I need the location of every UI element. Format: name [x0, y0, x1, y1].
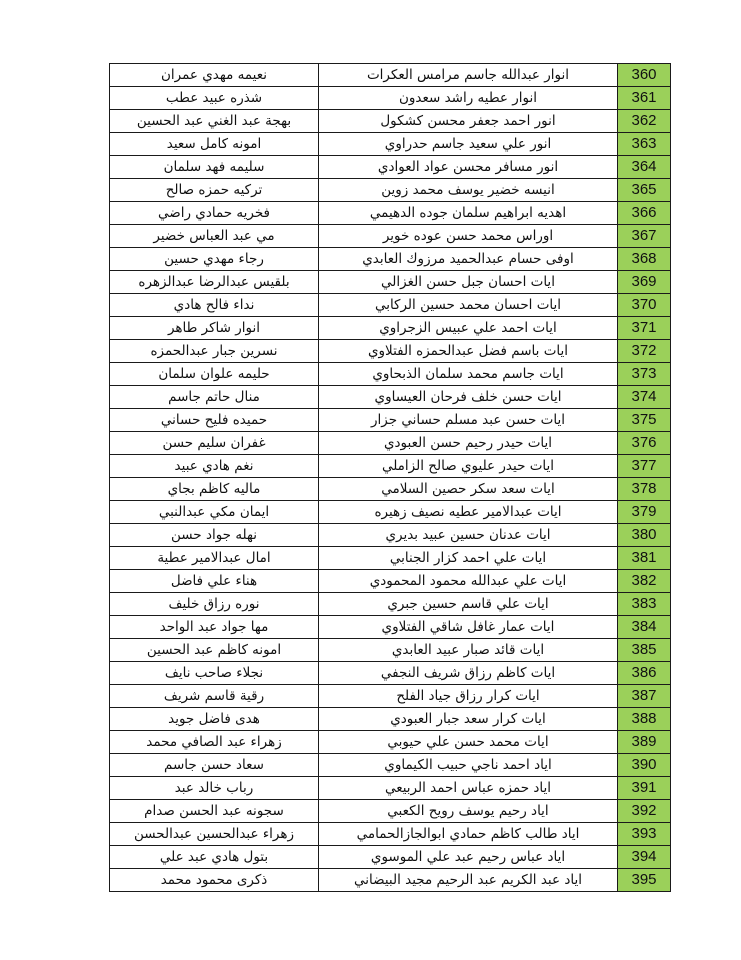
table-row [110, 800, 671, 823]
mother-name-cell: مي عبد العباس خضير [110, 225, 319, 248]
row-number-cell: 360 [618, 64, 671, 87]
row-number-cell: 386 [618, 662, 671, 685]
table-row [110, 846, 671, 869]
full-name-cell: اياد احمد ناجي حبيب الكيماوي [319, 754, 618, 777]
row-number-cell: 379 [618, 501, 671, 524]
names-table [109, 63, 671, 892]
full-name-cell: ايات علي عبدالله محمود المحمودي [319, 570, 618, 593]
table-row [110, 271, 671, 294]
row-number-cell: 392 [618, 800, 671, 823]
row-number-cell: 378 [618, 478, 671, 501]
table-row [110, 248, 671, 271]
names-table-body [110, 64, 671, 892]
table-row [110, 294, 671, 317]
mother-name-cell: سجونه عبد الحسن صدام [110, 800, 319, 823]
table-row [110, 225, 671, 248]
mother-name-cell: بتول هادي عبد علي [110, 846, 319, 869]
full-name-cell: ايات احسان محمد حسين الركابي [319, 294, 618, 317]
row-number-cell: 362 [618, 110, 671, 133]
row-number-cell: 391 [618, 777, 671, 800]
full-name-cell: ايات حسن خلف فرحان العيساوي [319, 386, 618, 409]
full-name-cell: انوار عطيه راشد سعدون [319, 87, 618, 110]
row-number-cell: 375 [618, 409, 671, 432]
row-number-cell: 366 [618, 202, 671, 225]
row-number-cell: 387 [618, 685, 671, 708]
row-number-cell: 361 [618, 87, 671, 110]
row-number-cell: 383 [618, 593, 671, 616]
table-row [110, 639, 671, 662]
full-name-cell: ايات قائد صبار عبيد العابدي [319, 639, 618, 662]
table-row [110, 547, 671, 570]
row-number-cell: 365 [618, 179, 671, 202]
full-name-cell: انوار عبدالله جاسم مرامس العكرات [319, 64, 618, 87]
row-number-cell: 385 [618, 639, 671, 662]
mother-name-cell: بلقيس عبدالرضا عبدالزهره [110, 271, 319, 294]
row-number-cell: 367 [618, 225, 671, 248]
mother-name-cell: نجلاء صاحب نايف [110, 662, 319, 685]
table-row [110, 685, 671, 708]
row-number-cell: 395 [618, 869, 671, 892]
mother-name-cell: بهجة عبد الغني عبد الحسين [110, 110, 319, 133]
mother-name-cell: امونه كامل سعيد [110, 133, 319, 156]
table-row [110, 593, 671, 616]
row-number-cell: 368 [618, 248, 671, 271]
row-number-cell: 394 [618, 846, 671, 869]
table-row [110, 202, 671, 225]
full-name-cell: ايات كرار رزاق جياد الفلح [319, 685, 618, 708]
mother-name-cell: ذكرى محمود محمد [110, 869, 319, 892]
full-name-cell: ايات حسن عبد مسلم حساني جزار [319, 409, 618, 432]
row-number-cell: 372 [618, 340, 671, 363]
full-name-cell: انور احمد جعفر محسن كشكول [319, 110, 618, 133]
table-row [110, 87, 671, 110]
row-number-cell: 364 [618, 156, 671, 179]
mother-name-cell: سعاد حسن جاسم [110, 754, 319, 777]
full-name-cell: اوراس محمد حسن عوده خوير [319, 225, 618, 248]
table-row [110, 570, 671, 593]
mother-name-cell: شذره عبيد عطب [110, 87, 319, 110]
mother-name-cell: امال عبدالامير عطية [110, 547, 319, 570]
mother-name-cell: سليمه فهد سلمان [110, 156, 319, 179]
mother-name-cell: مها جواد عبد الواحد [110, 616, 319, 639]
row-number-cell: 388 [618, 708, 671, 731]
table-row [110, 823, 671, 846]
table-row [110, 317, 671, 340]
mother-name-cell: رجاء مهدي حسين [110, 248, 319, 271]
row-number-cell: 373 [618, 363, 671, 386]
mother-name-cell: نغم هادي عبيد [110, 455, 319, 478]
full-name-cell: اياد عبد الكريم عبد الرحيم مجيد البيضاني [319, 869, 618, 892]
full-name-cell: ايات كاظم رزاق شريف النجفي [319, 662, 618, 685]
full-name-cell: ايات احمد علي عبيس الزجراوي [319, 317, 618, 340]
table-row [110, 64, 671, 87]
table-row [110, 708, 671, 731]
mother-name-cell: ماليه كاظم بجاي [110, 478, 319, 501]
full-name-cell: ايات سعد سكر حصين السلامي [319, 478, 618, 501]
table-row [110, 156, 671, 179]
full-name-cell: اياد رحيم يوسف رويح الكعبي [319, 800, 618, 823]
mother-name-cell: نداء فالح هادي [110, 294, 319, 317]
mother-name-cell: حليمه علوان سلمان [110, 363, 319, 386]
table-row [110, 409, 671, 432]
full-name-cell: ايات احسان جبل حسن الغزالي [319, 271, 618, 294]
table-row [110, 133, 671, 156]
table-row [110, 616, 671, 639]
table-row [110, 110, 671, 133]
table-row [110, 386, 671, 409]
mother-name-cell: رقية قاسم شريف [110, 685, 319, 708]
table-row [110, 869, 671, 892]
mother-name-cell: هدى فاضل جويد [110, 708, 319, 731]
mother-name-cell: زهراء عبد الصافي محمد [110, 731, 319, 754]
full-name-cell: ايات كرار سعد جبار العبودي [319, 708, 618, 731]
row-number-cell: 380 [618, 524, 671, 547]
mother-name-cell: نوره رزاق خليف [110, 593, 319, 616]
table-row [110, 754, 671, 777]
mother-name-cell: فخريه حمادي راضي [110, 202, 319, 225]
mother-name-cell: انوار شاكر طاهر [110, 317, 319, 340]
row-number-cell: 389 [618, 731, 671, 754]
table-row [110, 340, 671, 363]
full-name-cell: انور مسافر محسن عواد العوادي [319, 156, 618, 179]
mother-name-cell: نهله جواد حسن [110, 524, 319, 547]
row-number-cell: 363 [618, 133, 671, 156]
full-name-cell: اهديه ابراهيم سلمان جوده الدهيمي [319, 202, 618, 225]
full-name-cell: ايات حيدر عليوي صالح الزاملي [319, 455, 618, 478]
row-number-cell: 393 [618, 823, 671, 846]
table-row [110, 777, 671, 800]
full-name-cell: اوفى حسام عبدالحميد مرزوك العابدي [319, 248, 618, 271]
table-row [110, 363, 671, 386]
full-name-cell: ايات عمار غافل شاقي الفتلاوي [319, 616, 618, 639]
full-name-cell: ايات عدنان حسين عبيد بديري [319, 524, 618, 547]
row-number-cell: 370 [618, 294, 671, 317]
full-name-cell: ايات عبدالامير عطيه نصيف زهيره [319, 501, 618, 524]
mother-name-cell: امونه كاظم عبد الحسين [110, 639, 319, 662]
mother-name-cell: زهراء عبدالحسين عبدالحسن [110, 823, 319, 846]
mother-name-cell: ايمان مكي عبدالنبي [110, 501, 319, 524]
table-row [110, 524, 671, 547]
full-name-cell: ايات جاسم محمد سلمان الذبحاوي [319, 363, 618, 386]
row-number-cell: 369 [618, 271, 671, 294]
full-name-cell: ايات علي احمد كزار الجنابي [319, 547, 618, 570]
full-name-cell: اياد طالب كاظم حمادي ابوالجازالحمامي [319, 823, 618, 846]
row-number-cell: 384 [618, 616, 671, 639]
row-number-cell: 390 [618, 754, 671, 777]
mother-name-cell: غفران سليم حسن [110, 432, 319, 455]
mother-name-cell: رباب خالد عبد [110, 777, 319, 800]
full-name-cell: ايات حيدر رحيم حسن العبودي [319, 432, 618, 455]
mother-name-cell: نعيمه مهدي عمران [110, 64, 319, 87]
full-name-cell: ايات محمد حسن علي حيوبي [319, 731, 618, 754]
row-number-cell: 371 [618, 317, 671, 340]
full-name-cell: اياد عباس رحيم عبد علي الموسوي [319, 846, 618, 869]
table-row [110, 455, 671, 478]
row-number-cell: 377 [618, 455, 671, 478]
table-row [110, 731, 671, 754]
table-row [110, 432, 671, 455]
full-name-cell: انور علي سعيد جاسم حدراوي [319, 133, 618, 156]
mother-name-cell: تركيه حمزه صالح [110, 179, 319, 202]
full-name-cell: انيسه خضير يوسف محمد زوين [319, 179, 618, 202]
mother-name-cell: حميده فليح حساني [110, 409, 319, 432]
row-number-cell: 374 [618, 386, 671, 409]
table-row [110, 662, 671, 685]
mother-name-cell: هناء علي فاضل [110, 570, 319, 593]
mother-name-cell: منال حاتم جاسم [110, 386, 319, 409]
row-number-cell: 381 [618, 547, 671, 570]
mother-name-cell: نسرين جبار عبدالحمزه [110, 340, 319, 363]
table-row [110, 478, 671, 501]
table-row [110, 501, 671, 524]
row-number-cell: 382 [618, 570, 671, 593]
row-number-cell: 376 [618, 432, 671, 455]
table-row [110, 179, 671, 202]
full-name-cell: اياد حمزه عباس احمد الربيعي [319, 777, 618, 800]
full-name-cell: ايات باسم فضل عبدالحمزه الفتلاوي [319, 340, 618, 363]
full-name-cell: ايات علي قاسم حسين جبري [319, 593, 618, 616]
